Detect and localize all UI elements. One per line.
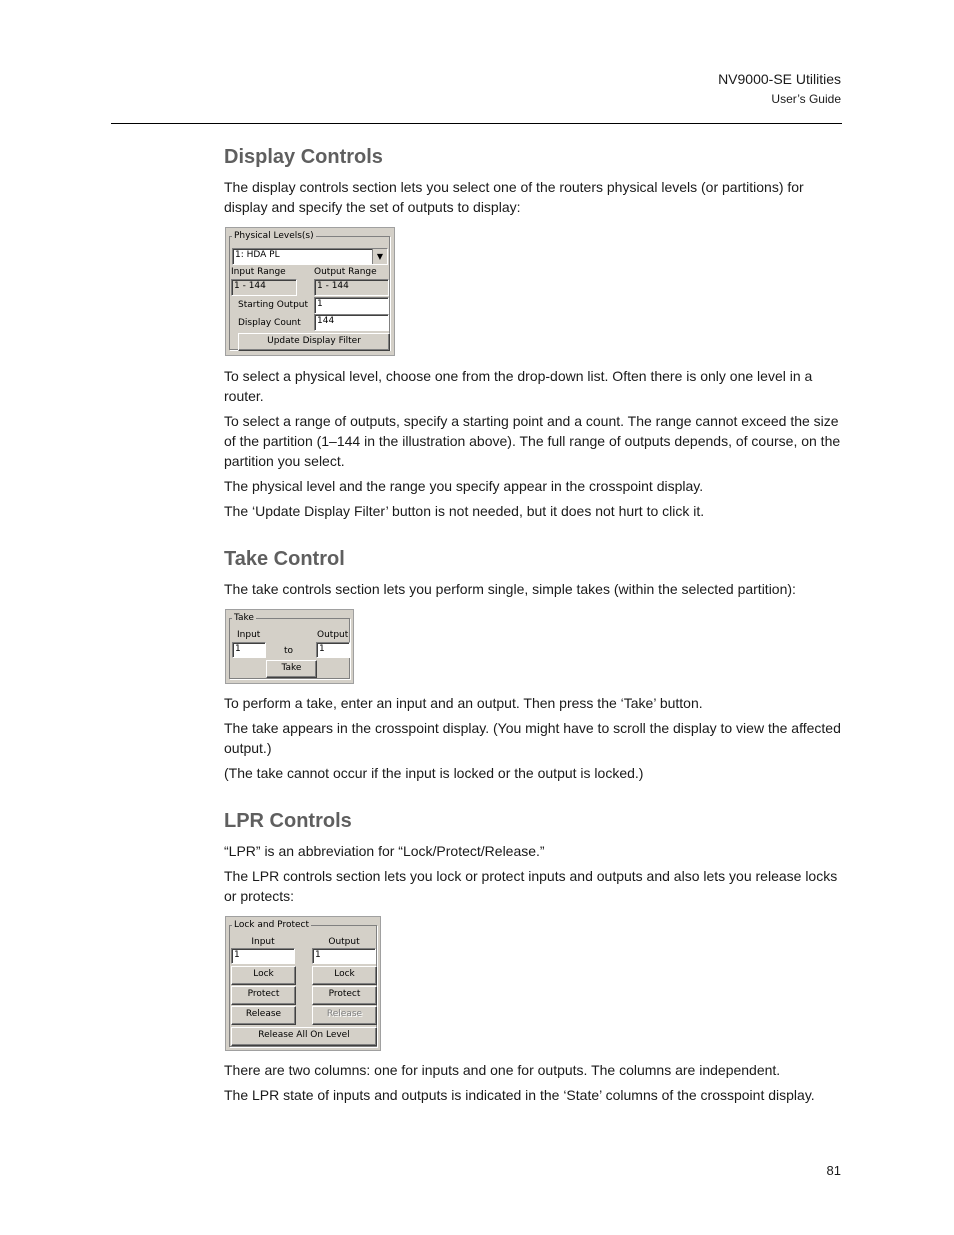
lpr-input-label: Input — [251, 937, 275, 947]
update-display-filter-button[interactable] — [238, 333, 390, 351]
lpr-intro: The LPR controls section lets you lock or protect inputs and outputs and also lets you release locks or protects: — [224, 868, 838, 904]
output-range-field: 1 - 144 — [314, 279, 389, 296]
lock-and-protect-label: Lock and Protect — [234, 920, 309, 930]
display-paragraph-1: To select a physical level, choose one from the drop-down list. Often there is only one level in a router. — [224, 368, 813, 404]
take-control-heading: Take Control — [224, 548, 345, 570]
lpr-paragraph-1: There are two columns: one for inputs and one for outputs. The columns are independent. — [224, 1062, 781, 1078]
display-paragraph-3: The physical level and the range you specify appear in the crosspoint display. — [224, 478, 704, 494]
take-button-label: Take — [281, 663, 302, 673]
lock-output-button[interactable] — [312, 966, 377, 985]
physical-level-value: 1: HDA PL — [235, 250, 280, 260]
chevron-down-icon[interactable]: ▼ — [372, 249, 387, 264]
take-button[interactable] — [266, 660, 317, 678]
take-paragraph-1: To perform a take, enter an input and an output. Then press the ‘Take’ button. — [224, 695, 703, 711]
take-input-label: Input — [237, 630, 261, 640]
output-range-label: Output Range — [314, 267, 377, 277]
page-number: 81 — [826, 1163, 841, 1178]
take-intro: The take controls section lets you perform single, simple takes (within the selected partition): — [224, 581, 796, 597]
starting-output-input[interactable]: 1 — [314, 297, 389, 314]
lpr-output-field[interactable]: 1 — [312, 948, 376, 964]
release-input-label: Release — [245, 1009, 282, 1019]
take-group-label: Take — [234, 613, 254, 623]
input-range-label: Input Range — [231, 267, 286, 277]
take-output-field[interactable]: 1 — [316, 642, 350, 658]
display-paragraph-4: The ‘Update Display Filter’ button is not needed, but it does not hurt to click it. — [224, 503, 705, 519]
take-panel — [225, 609, 354, 684]
release-input-button[interactable] — [231, 1006, 296, 1025]
lpr-input-field[interactable]: 1 — [231, 948, 295, 964]
lpr-abbreviation: “LPR” is an abbreviation for “Lock/Protect/Release.” — [224, 843, 545, 859]
release-output-label: Release — [326, 1009, 363, 1019]
display-count-input[interactable]: 144 — [314, 314, 389, 331]
lpr-controls-heading: LPR Controls — [224, 810, 352, 832]
display-controls-panel — [225, 227, 395, 356]
protect-output-label: Protect — [328, 989, 361, 999]
take-output-label: Output — [317, 630, 349, 640]
release-output-button[interactable] — [312, 1006, 377, 1025]
protect-input-button[interactable] — [231, 986, 296, 1005]
lpr-paragraph-2: The LPR state of inputs and outputs is indicated in the ‘State’ columns of the crosspoint display. — [224, 1087, 815, 1103]
release-all-on-level-label: Release All On Level — [258, 1030, 350, 1040]
lock-input-label: Lock — [253, 969, 274, 979]
protect-output-button[interactable] — [312, 986, 377, 1005]
display-count-label: Display Count — [238, 318, 301, 328]
release-all-on-level-button[interactable] — [231, 1027, 377, 1046]
display-controls-heading: Display Controls — [224, 146, 383, 168]
input-range-field: 1 - 144 — [231, 279, 297, 296]
display-paragraph-2: To select a range of outputs, specify a starting point and a count. The range cannot exceed the size of the partition (1–144 in the illustration above). The full range of outputs depends, of course, on the partition you select. — [224, 413, 841, 469]
update-display-filter-label: Update Display Filter — [267, 336, 361, 346]
document-title: NV9000-SE Utilities — [718, 71, 841, 87]
display-intro: The display controls section lets you select one of the routers physical levels (or partitions) for display and specify the set of outputs to display: — [224, 179, 804, 215]
physical-levels-label: Physical Levels(s) — [234, 231, 314, 241]
take-paragraph-3: (The take cannot occur if the input is locked or the output is locked.) — [224, 765, 644, 781]
lock-output-label: Lock — [334, 969, 355, 979]
protect-input-label: Protect — [247, 989, 280, 999]
take-paragraph-2: The take appears in the crosspoint display. (You might have to scroll the display to view the affected output.) — [224, 720, 841, 756]
take-to-label: to — [284, 646, 294, 656]
lpr-output-label: Output — [328, 937, 360, 947]
document-subtitle: User’s Guide — [771, 92, 841, 106]
lock-input-button[interactable] — [231, 966, 296, 985]
take-input-field[interactable]: 1 — [232, 642, 266, 658]
header-rule — [111, 123, 842, 124]
lpr-panel — [225, 916, 381, 1051]
physical-level-dropdown[interactable] — [232, 248, 388, 265]
starting-output-label: Starting Output — [238, 300, 309, 310]
